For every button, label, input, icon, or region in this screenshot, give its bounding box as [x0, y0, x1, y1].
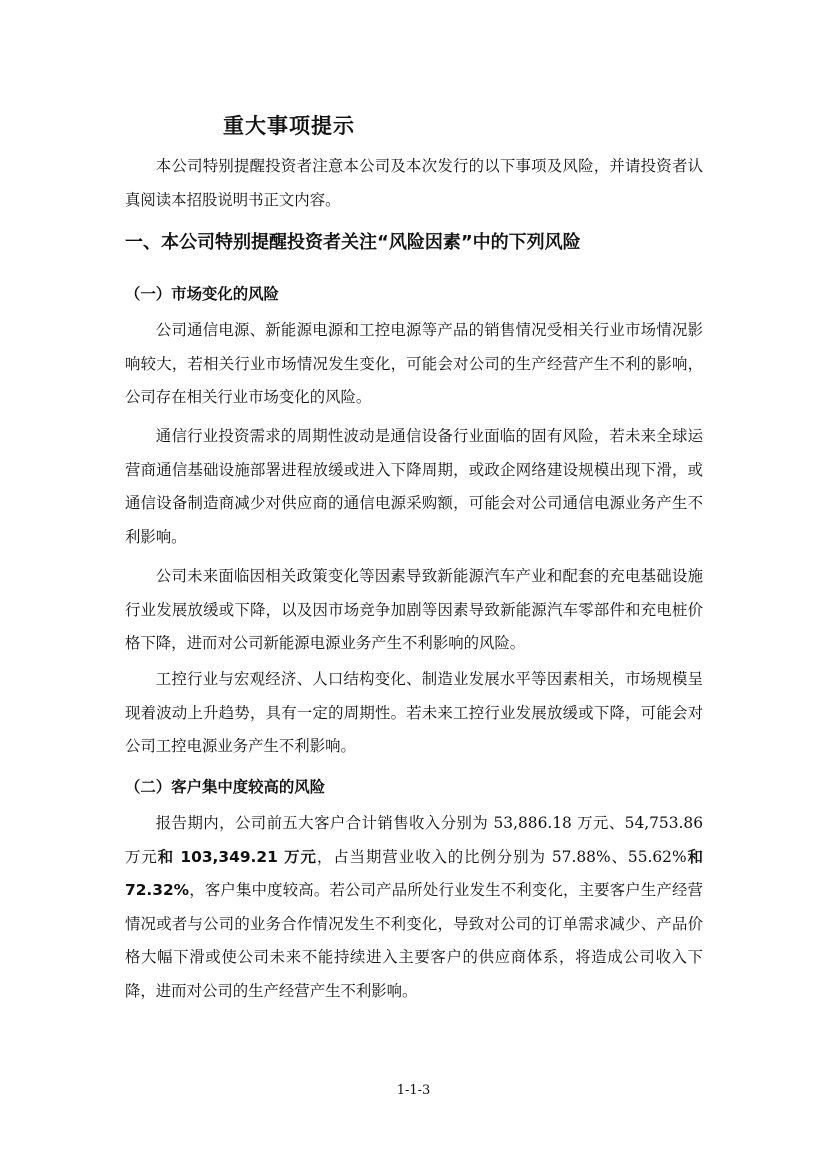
customer-text-1: 报告期内，公司前五大客户合计销售收入分别为 53,886.18 万元、54,753.86 万元: [125, 814, 703, 866]
customer-bold-amount: 和 103,349.21 万元: [157, 847, 317, 866]
paragraph-customer-1: [125, 807, 703, 1008]
page-title: 重大事项提示: [223, 114, 355, 138]
customer-text-3: ，客户集中度较高。若公司产品所处行业发生不利变化，主要客户生产经营情况或者与公司的业务合作情况发生不利变化，导致对公司的订单需求减少、产品价格大幅下滑或使公司未来不能持续进入主要客户的供应商体系，将造成公司收入下降，进而对公司的生产经营产生不利影响。: [125, 881, 703, 1000]
intro-paragraph: 本公司特别提醒投资者注意本公司及本次发行的以下事项及风险，并请投资者认真阅读本招股说明书正文内容。: [125, 157, 703, 209]
paragraph-market-2: 通信行业投资需求的周期性波动是通信设备行业面临的固有风险，若未来全球运营商通信基础设施部署进程放缓或进入下降周期，或政企网络建设规模出现下滑，或通信设备制造商减少对供应商的通信电源采购额，可能会对公司通信电源业务产生不利影响。: [125, 427, 703, 546]
customer-bold-ratio: 和72.32%: [125, 847, 703, 899]
subsection-heading-market-risk: （一）市场变化的风险: [125, 285, 279, 303]
paragraph-market-3: 公司未来面临因相关政策变化等因素导致新能源汽车产业和配套的充电基础设施行业发展放缓或下降，以及因市场竞争加剧等因素导致新能源汽车零部件和充电桩价格下降，进而对公司新能源电源业务产生不利影响的风险。: [125, 567, 703, 652]
customer-text-2: ，占当期营业收入的比例分别为 57.88%、55.62%: [316, 847, 687, 866]
paragraph-market-4: 工控行业与宏观经济、人口结构变化、制造业发展水平等因素相关，市场规模呈现着波动上升趋势，具有一定的周期性。若未来工控行业发展放缓或下降，可能会对公司工控电源业务产生不利影响。: [125, 670, 703, 755]
subsection-heading-customer-risk: （二）客户集中度较高的风险: [125, 778, 326, 796]
paragraph-market-1: 公司通信电源、新能源电源和工控电源等产品的销售情况受相关行业市场情况影响较大，若相关行业市场情况发生变化，可能会对公司的生产经营产生不利的影响，公司存在相关行业市场变化的风险。: [125, 321, 703, 406]
section-heading-1: 一、本公司特别提醒投资者关注“风险因素”中的下列风险: [125, 232, 581, 253]
page-number: 1-1-3: [396, 1083, 431, 1098]
